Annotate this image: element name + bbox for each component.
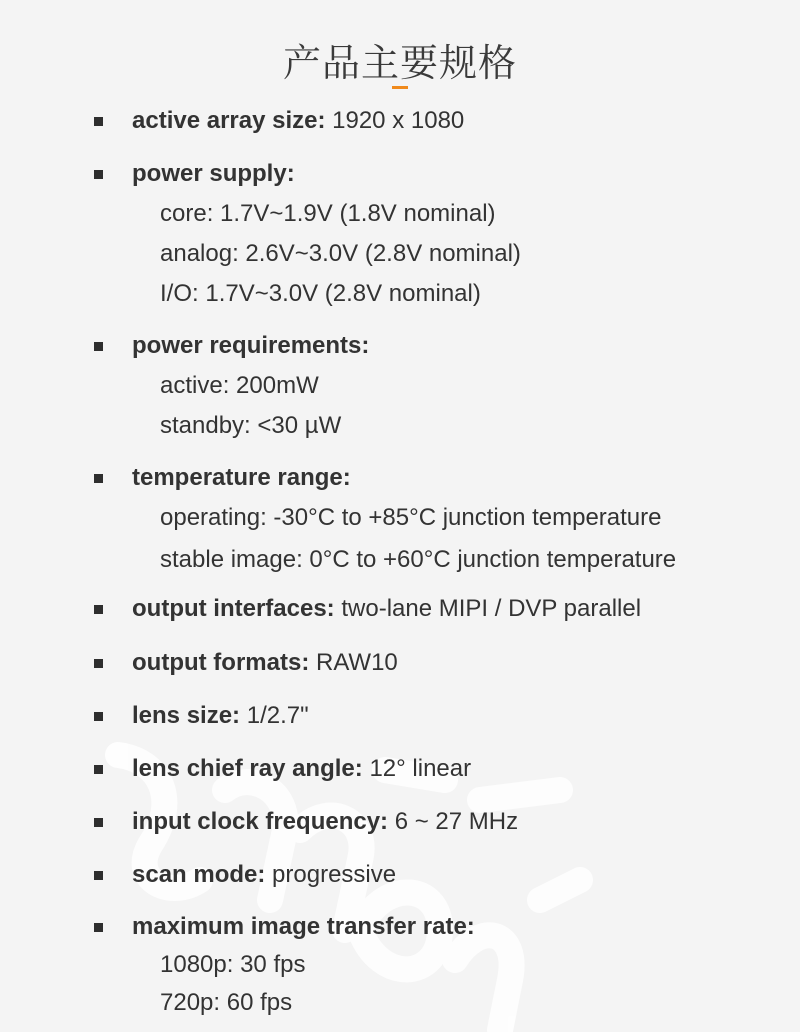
spec-detail: standby: <30 µW [160, 412, 342, 439]
spec-detail: I/O: 1.7V~3.0V (2.8V nominal) [160, 280, 481, 307]
spec-value: progressive [272, 861, 397, 888]
spec-label: scan mode: [132, 861, 266, 888]
spec-label: output formats: [132, 649, 310, 676]
bullet-icon [94, 923, 103, 932]
spec-value: two-lane MIPI / DVP parallel [341, 595, 642, 622]
spec-detail: active: 200mW [160, 372, 319, 399]
spec-detail: 1080p: 30 fps [160, 951, 306, 978]
spec-label: lens size: [132, 702, 241, 729]
spec-label: output interfaces: [132, 595, 335, 622]
spec-label: lens chief ray angle: [132, 755, 363, 782]
bullet-icon [94, 818, 103, 827]
bullet-icon [94, 117, 103, 126]
spec-label: input clock frequency: [132, 808, 389, 835]
spec-value: 6 ~ 27 MHz [394, 808, 519, 835]
spec-label: maximum image transfer rate: [132, 913, 475, 940]
spec-detail: operating: -30°C to +85°C junction temperature [160, 504, 662, 531]
spec-detail: 720p: 60 fps [160, 989, 293, 1016]
spec-label: temperature range: [132, 464, 351, 491]
bullet-icon [94, 765, 103, 774]
bullet-icon [94, 474, 103, 483]
spec-value: RAW10 [315, 649, 398, 676]
spec-label: active array size: [132, 107, 326, 134]
bullet-icon [94, 712, 103, 721]
title-accent-bar [392, 86, 408, 89]
spec-value: 12° linear [369, 755, 472, 782]
spec-detail: analog: 2.6V~3.0V (2.8V nominal) [160, 240, 521, 267]
spec-value: 1920 x 1080 [332, 107, 465, 134]
spec-label: power supply: [132, 160, 295, 187]
spec-detail: stable image: 0°C to +60°C junction temperature [160, 546, 677, 573]
spec-value: 1/2.7" [246, 702, 309, 729]
bullet-icon [94, 170, 103, 179]
bullet-icon [94, 605, 103, 614]
bullet-icon [94, 342, 103, 351]
bullet-icon [94, 871, 103, 880]
page-title: 产品主要规格 [282, 41, 517, 85]
bullet-icon [94, 659, 103, 668]
spec-detail: core: 1.7V~1.9V (1.8V nominal) [160, 200, 496, 227]
spec-label: power requirements: [132, 332, 370, 359]
